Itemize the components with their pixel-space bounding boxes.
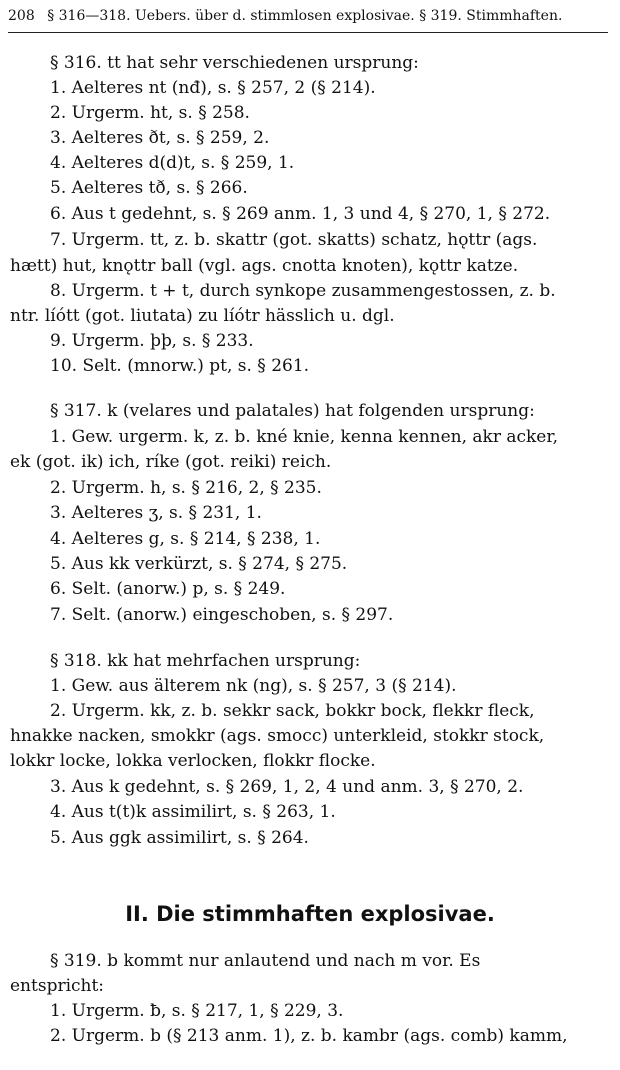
- text-line: ntr. líótt (got. liutata) zu líótr hässlich u. dgl.: [10, 306, 395, 326]
- text-line: hætt) hut, knǫttr ball (vgl. ags. cnotta knoten), kǫttr katze.: [10, 256, 519, 276]
- section-heading: II. Die stimmhaften explosivae.: [125, 902, 495, 926]
- text-line: 4. Aelteres d(d)t, s. § 259, 1.: [50, 153, 295, 173]
- text-line: 7. Urgerm. tt, z. b. skattr (got. skatts) schatz, hǫttr (ags.: [50, 230, 538, 250]
- text-line: § 316. tt hat sehr verschiedenen ursprung:: [50, 53, 419, 73]
- text-line: 4. Aus t(t)k assimilirt, s. § 263, 1.: [50, 802, 336, 822]
- text-line: 10. Selt. (mnorw.) pt, s. § 261.: [50, 356, 310, 376]
- text-line: 6. Aus t gedehnt, s. § 269 anm. 1, 3 und 4, § 270, 1, § 272.: [50, 204, 551, 224]
- text-line: ek (got. ik) ich, ríke (got. reiki) reich.: [10, 452, 332, 472]
- text-line: 5. Aus kk verkürzt, s. § 274, § 275.: [50, 554, 348, 574]
- text-line: § 317. k (velares und palatales) hat folgenden ursprung:: [50, 401, 535, 421]
- text-line: 5. Aus ggk assimilirt, s. § 264.: [50, 828, 309, 848]
- text-line: 3. Aelteres ðt, s. § 259, 2.: [50, 128, 270, 148]
- text-line: § 318. kk hat mehrfachen ursprung:: [50, 651, 361, 671]
- text-line: lokkr locke, lokka verlocken, flokkr flocke.: [10, 751, 376, 771]
- text-line: 5. Aelteres tð, s. § 266.: [50, 178, 248, 198]
- text-line: entspricht:: [10, 976, 105, 996]
- text-line: 6. Selt. (anorw.) p, s. § 249.: [50, 579, 286, 599]
- text-line: 4. Aelteres g, s. § 214, § 238, 1.: [50, 529, 321, 549]
- running-title: § 316—318. Uebers. über d. stimmlosen explosivae. § 319. Stimmhaften.: [47, 8, 563, 24]
- text-line: 9. Urgerm. þþ, s. § 233.: [50, 331, 254, 351]
- text-line: 2. Urgerm. ht, s. § 258.: [50, 103, 250, 123]
- page-number: 208: [8, 8, 35, 24]
- text-line: 2. Urgerm. b (§ 213 anm. 1), z. b. kambr (ags. comb) kamm,: [50, 1026, 568, 1046]
- text-line: 2. Urgerm. kk, z. b. sekkr sack, bokkr bock, flekkr fleck,: [50, 701, 535, 721]
- text-line: 1. Gew. aus älterem nk (ng), s. § 257, 3 (§ 214).: [50, 676, 457, 696]
- text-line: 1. Urgerm. ƀ, s. § 217, 1, § 229, 3.: [50, 1001, 344, 1021]
- text-line: 1. Gew. urgerm. k, z. b. kné knie, kenna kennen, akr acker,: [50, 427, 559, 447]
- text-line: 2. Urgerm. h, s. § 216, 2, § 235.: [50, 478, 322, 498]
- text-line: 3. Aelteres ʒ, s. § 231, 1.: [50, 503, 262, 523]
- text-line: 7. Selt. (anorw.) eingeschoben, s. § 297.: [50, 605, 394, 625]
- text-line: § 319. b kommt nur anlautend und nach m vor. Es: [50, 951, 481, 971]
- text-line: 1. Aelteres nt (nđ), s. § 257, 2 (§ 214).: [50, 78, 376, 98]
- running-header: [8, 8, 608, 33]
- text-line: 8. Urgerm. t + t, durch synkope zusammengestossen, z. b.: [50, 281, 556, 301]
- text-line: 3. Aus k gedehnt, s. § 269, 1, 2, 4 und anm. 3, § 270, 2.: [50, 777, 524, 797]
- text-line: hnakke nacken, smokkr (ags. smocc) unterkleid, stokkr stock,: [10, 726, 545, 746]
